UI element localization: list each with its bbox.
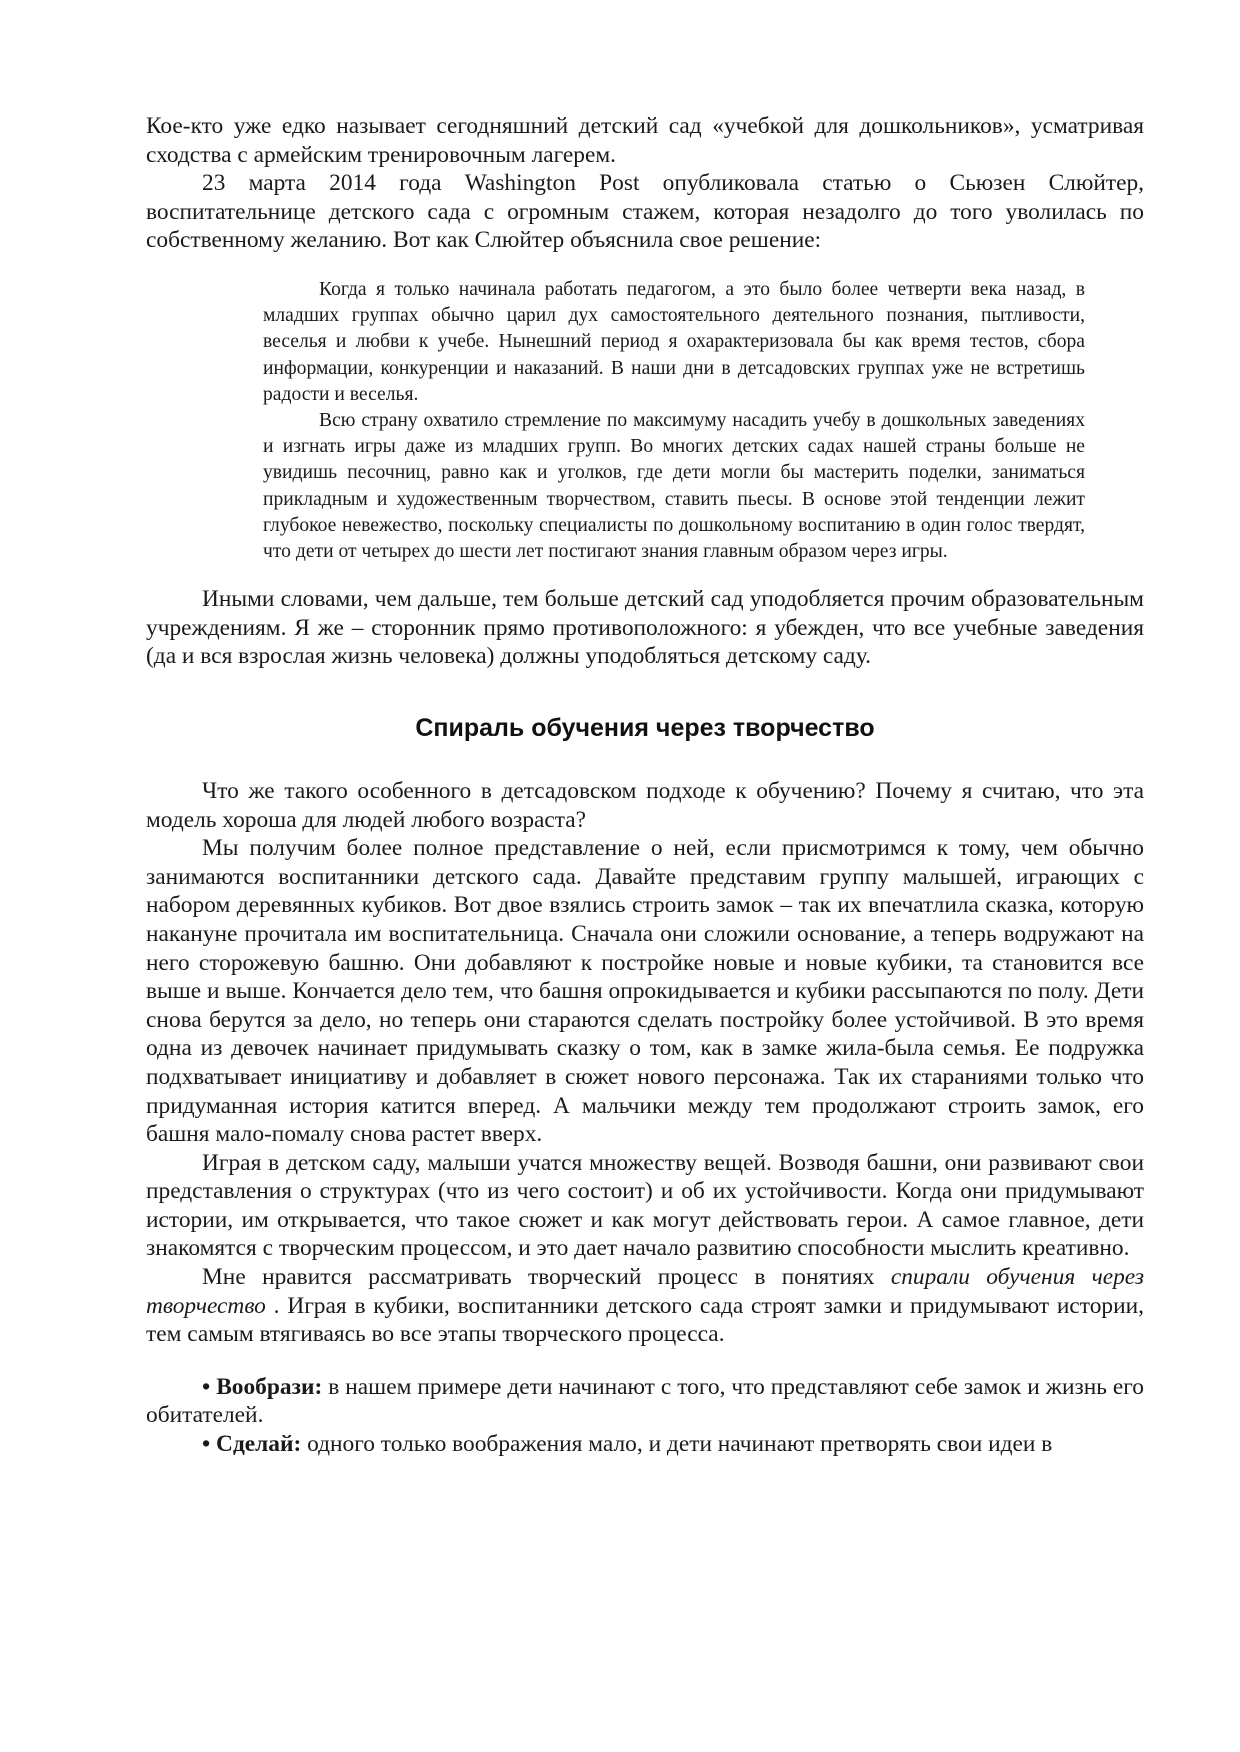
body-paragraph: Играя в детском саду, малыши учатся множеству вещей. Возводя башни, они развивают свои представления о структурах (что из чего состоит) и об их устойчивости. Когда они придумывают истории, им открывается, что такое сюжет и как могут действовать герои. А самое главное, дети знакомятся с творческим процессом, и это дает начало развитию способности мыслить креативно. <box>146 1149 1144 1262</box>
bullet-text: в нашем примере дети начинают с того, что представляют себе замок и жизнь его обитателей. <box>146 1373 1144 1429</box>
paragraph-washington-post: 23 марта 2014 года Washington Post опубликовала статью о Сьюзен Слюйтер, воспитательнице детского сада с огромным стажем, которая незадолго до того уволилась по собственному желанию. Вот как Слюйтер объяснила свое решение: <box>146 170 1144 254</box>
paragraph-intro: Кое-кто уже едко называет сегодняшний детский сад «учебкой для дошкольников», усматривая сходства с армейским тренировочным лагерем. <box>146 113 1144 168</box>
body-paragraph: Что же такого особенного в детсадовском подходе к обучению? Почему я считаю, что эта модель хороша для людей любого возраста? <box>146 777 1144 833</box>
quote-paragraph: Всю страну охватило стремление по максимуму насадить учебу в дошкольных заведениях и изгнать игры даже из младших групп. Во многих детских садах нашей страны больше не увидишь песочниц, равно как и уголков, где дети могли бы мастерить поделки, заниматься прикладным и художественным творчеством, ставить пьесы. В основе этой тенденции лежит глубокое невежество, поскольку специалисты по дошкольному воспитанию в один голос твердят, что дети от четырех до шести лет постигают знания главным образом через игры. <box>263 409 1085 562</box>
bullet-marker: • <box>202 1431 217 1458</box>
section-heading: Спираль обучения через творчество <box>415 713 875 742</box>
body-paragraph: Мы получим более полное представление о ней, если присмотримся к тому, чем обычно занимаются воспитанники детского сада. Давайте представим группу малышей, играющих с набором деревянных кубиков. Вот двое взялись строить замок – так их впечатлила сказка, которую накануне прочитала им воспитательница. Сначала они сложили основание, а теперь водружают на него сторожевую башню. Они добавляют к постройке новые и новые кубики, та становится все выше и выше. Кончается дело тем, что башня опрокидывается и кубики рассыпаются по полу. Дети снова берутся за дело, но теперь они стараются сделать постройку более устойчивой. В это время одна из девочек начинает придумывать сказку о том, как в замке жила-была семья. Ее подружка подхватывает инициативу и добавляет в сюжет нового персонажа. Так их стараниями только что придуманная история катится вперед. А мальчики между тем продолжают строить замок, его башня мало-помалу снова растет вверх. <box>146 835 1144 1148</box>
bullet-term: Сделай: <box>216 1431 302 1458</box>
spiral-term-italic: спирали обучения через творчество <box>146 1264 1145 1319</box>
spiral-text-before: Мне нравится рассматривать творческий процесс в понятиях <box>202 1264 891 1291</box>
document-page <box>146 112 1144 1459</box>
paragraph-in-other-words: Иными словами, чем дальше, тем больше детский сад уподобляется прочим образовательным учреждениям. Я же – сторонник прямо противоположного: я убежден, что все учебные заведения (да и вся взрослая жизнь человека) должны уподобляться детскому саду. <box>146 586 1144 670</box>
block-quote <box>263 277 1085 565</box>
bullet-list <box>146 1373 1144 1459</box>
bullet-marker: • <box>202 1373 217 1400</box>
bullet-term: Вообрази: <box>216 1373 323 1400</box>
spiral-text-after: . Играя в кубики, воспитанники детского сада строят замки и придумывают истории, тем самым втягиваясь во все этапы творческого процесса. <box>146 1292 1144 1348</box>
bullet-text: одного только воображения мало, и дети начинают претворять свои идеи в <box>301 1431 1053 1458</box>
list-item <box>146 1373 1144 1430</box>
spiral-paragraph <box>146 1263 1144 1349</box>
list-item <box>146 1430 1144 1459</box>
quote-paragraph: Когда я только начинала работать педагогом, а это было более четверти века назад, в младших группах обычно царил дух самостоятельного деятельного познания, пытливости, веселья и любви к учебе. Нынешний период я охарактеризовала бы как время тестов, сбора информации, конкуренции и наказаний. В наши дни в детсадовских группах уже не встретишь радости и веселья. <box>263 278 1085 405</box>
